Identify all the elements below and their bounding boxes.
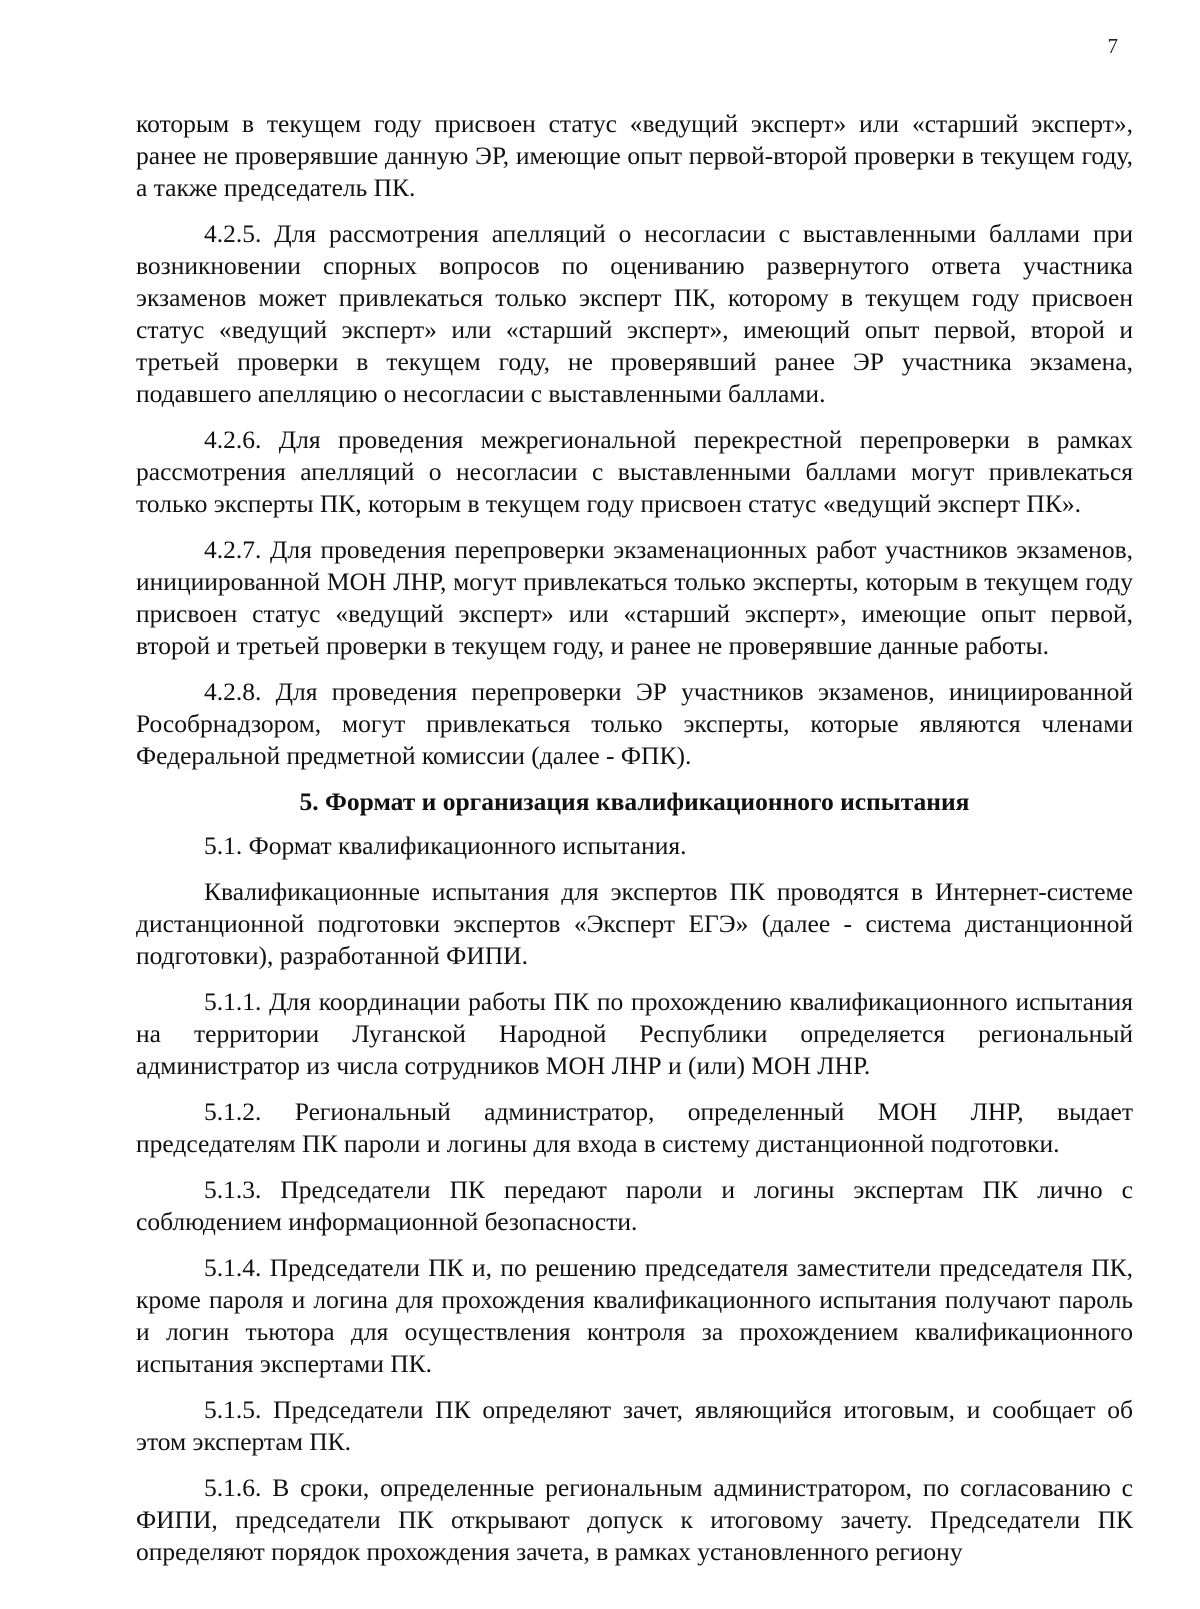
section-heading: 5. Формат и организация квалификационного испытания xyxy=(299,787,970,816)
paragraph-5-1-4: 5.1.4. Председатели ПК и, по решению председателя заместители председателя ПК, кроме пароля и логина для прохождения квалификационного испытания получают пароль и логин тьютора для осуществления контроля за прохождением квалификационного испытания экспертами ПК. xyxy=(136,1253,1133,1378)
paragraph-4-2-8: 4.2.8. Для проведения перепроверки ЭР участников экзаменов, инициированной Рособрнадзором, могут привлекаться только эксперты, которые являются членами Федеральной предметной комиссии (далее - ФПК). xyxy=(136,677,1133,770)
paragraph-4-2-7: 4.2.7. Для проведения перепроверки экзаменационных работ участников экзаменов, инициированной МОН ЛНР, могут привлекаться только эксперты, которым в текущем году присвоен статус «ведущий эксперт» или «старший эксперт», имеющие опыт первой, второй и третьей проверки в текущем году, и ранее не проверявшие данные работы. xyxy=(136,535,1133,660)
paragraph-5-1-6: 5.1.6. В сроки, определенные региональным администратором, по согласованию с ФИПИ, председатели ПК открывают допуск к итоговому зачету. Председатели ПК определяют порядок прохождения зачета, в рамках установленного региону xyxy=(136,1473,1133,1566)
paragraph-5-1-intro: Квалификационные испытания для экспертов ПК проводятся в Интернет-системе дистанционной подготовки экспертов «Эксперт ЕГЭ» (далее - система дистанционной подготовки), разработанной ФИПИ. xyxy=(136,877,1133,970)
paragraph-4-2-5: 4.2.5. Для рассмотрения апелляций о несогласии с выставленными баллами при возникновении спорных вопросов по оцениванию развернутого ответа участника экзаменов может привлекаться только эксперт ПК, которому в текущем году присвоен статус «ведущий эксперт» или «старший эксперт», имеющий опыт первой, второй и третьей проверки в текущем году, не проверявший ранее ЭР участника экзамена, подавшего апелляцию о несогласии с выставленными баллами. xyxy=(136,219,1133,408)
paragraph-5-1-2: 5.1.2. Региональный администратор, определенный МОН ЛНР, выдает председателям ПК пароли и логины для входа в систему дистанционной подготовки. xyxy=(136,1097,1133,1158)
paragraph-5-1-3: 5.1.3. Председатели ПК передают пароли и логины экспертам ПК лично с соблюдением информационной безопасности. xyxy=(136,1175,1133,1236)
paragraph-4-2-6: 4.2.6. Для проведения межрегиональной перекрестной перепроверки в рамках рассмотрения апелляций о несогласии с выставленными баллами могут привлекаться только эксперты ПК, которым в текущем году присвоен статус «ведущий эксперт ПК». xyxy=(136,425,1133,518)
paragraph-5-1: 5.1. Формат квалификационного испытания. xyxy=(204,831,687,860)
document-body xyxy=(136,108,1133,1582)
paragraph-continuation: которым в текущем году присвоен статус «ведущий эксперт» или «старший эксперт», ранее не проверявшие данную ЭР, имеющие опыт первой-второй проверки в текущем году, а также председатель ПК. xyxy=(136,109,1133,202)
paragraph-5-1-5: 5.1.5. Председатели ПК определяют зачет, являющийся итоговым, и сообщает об этом экспертам ПК. xyxy=(136,1395,1133,1456)
paragraph-5-1-1: 5.1.1. Для координации работы ПК по прохождению квалификационного испытания на территории Луганской Народной Республики определяется региональный администратор из числа сотрудников МОН ЛНР и (или) МОН ЛНР. xyxy=(136,987,1133,1080)
page-number: 7 xyxy=(1107,34,1118,58)
